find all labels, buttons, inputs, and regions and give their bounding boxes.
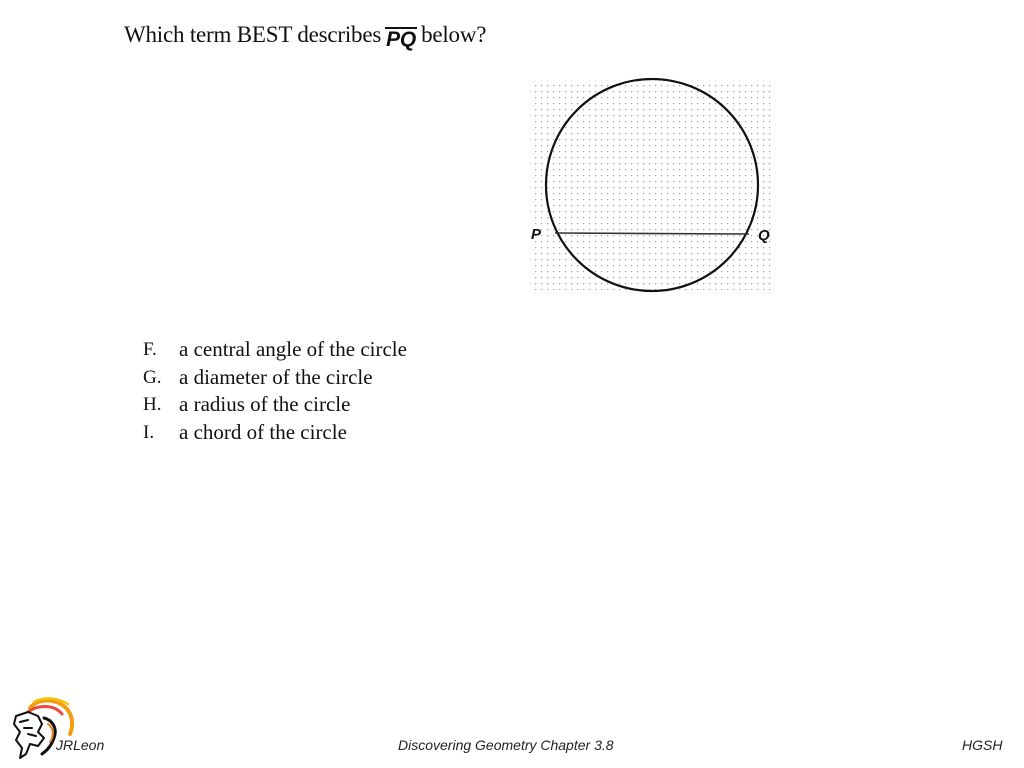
choice-letter: I. bbox=[143, 421, 155, 443]
choice-letter: G. bbox=[143, 366, 162, 388]
choice-i[interactable] bbox=[143, 419, 407, 447]
choice-text: a chord of the circle bbox=[179, 419, 347, 444]
question-suffix: below? bbox=[421, 22, 487, 47]
footer-school: HGSH bbox=[962, 737, 1003, 753]
point-q-label: Q bbox=[758, 227, 770, 244]
segment-pq-label: PQ bbox=[386, 28, 417, 51]
dot-grid-background bbox=[530, 80, 774, 290]
footer-title: Discovering Geometry Chapter 3.8 bbox=[398, 737, 614, 753]
choice-h[interactable] bbox=[143, 391, 407, 419]
point-p-label: P bbox=[531, 226, 542, 243]
choice-letter: F. bbox=[143, 339, 157, 360]
choice-g[interactable] bbox=[143, 364, 407, 392]
question-prefix: Which term BEST describes bbox=[124, 22, 382, 47]
choice-f[interactable] bbox=[143, 336, 407, 364]
answer-choices bbox=[143, 336, 407, 446]
circle-figure bbox=[528, 78, 778, 294]
choice-text: a diameter of the circle bbox=[179, 364, 373, 389]
question-text bbox=[124, 22, 487, 51]
choice-text: a radius of the circle bbox=[179, 392, 351, 416]
footer-author: JRLeon bbox=[56, 737, 105, 753]
lion-head-icon bbox=[8, 694, 78, 764]
segment-pq bbox=[555, 233, 749, 234]
choice-text: a central angle of the circle bbox=[179, 337, 407, 361]
choice-letter: H. bbox=[143, 394, 162, 415]
